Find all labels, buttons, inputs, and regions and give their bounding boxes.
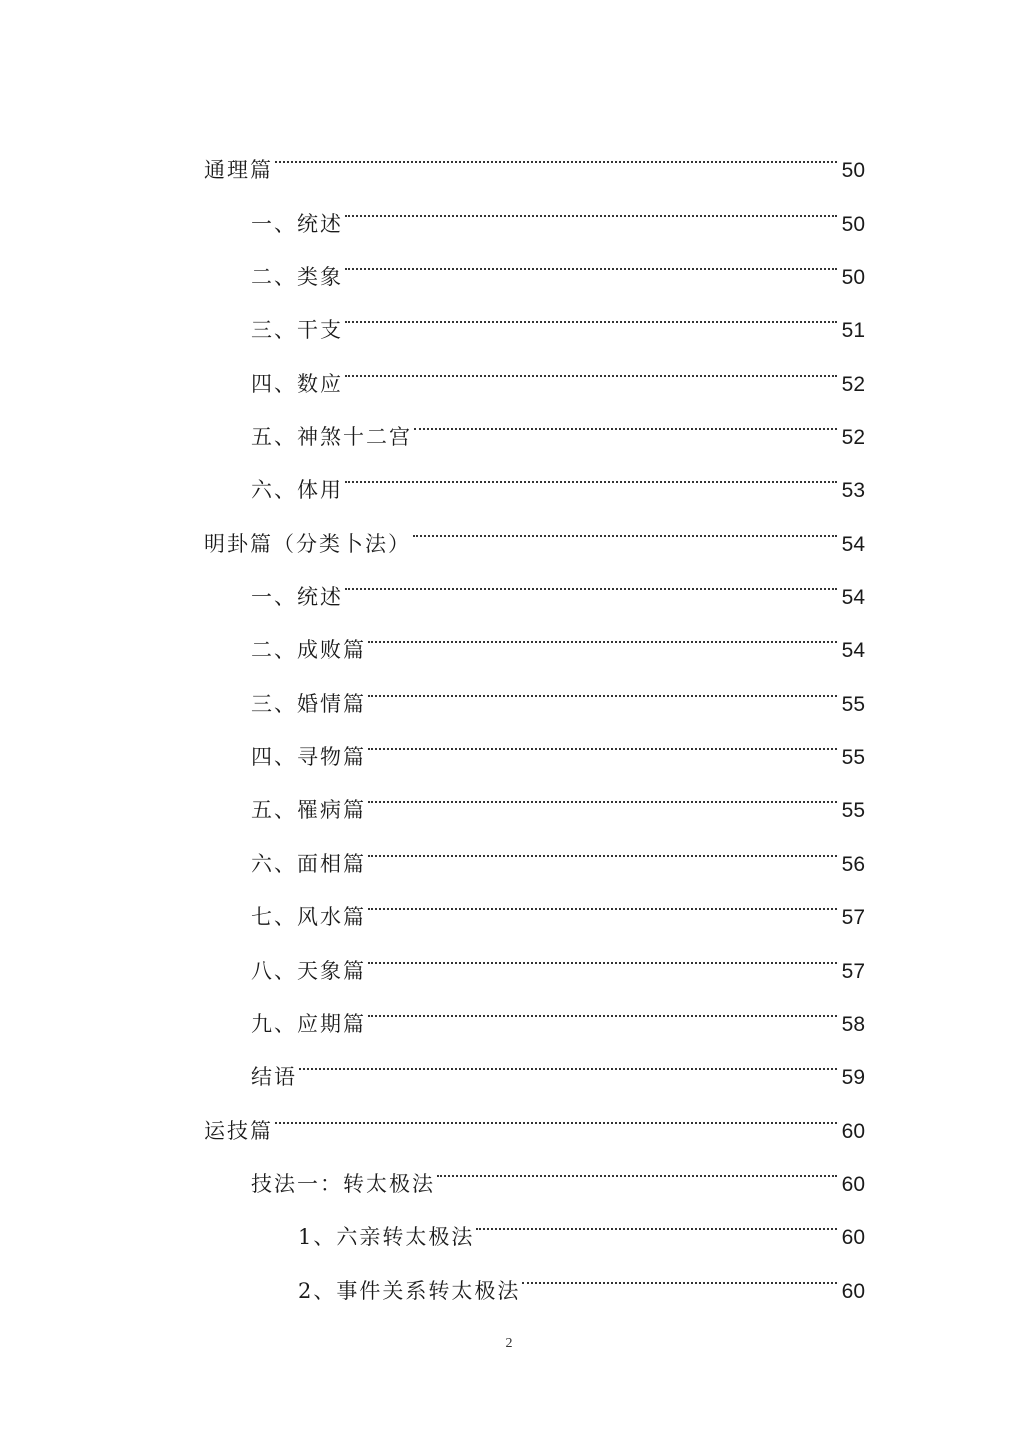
toc-entry-title: 五、神煞十二宫 xyxy=(251,425,412,450)
toc-dot-leader xyxy=(368,604,837,657)
toc-entry-page: 54 xyxy=(841,532,865,556)
toc-dot-leader xyxy=(368,657,837,710)
toc-entry-page: 54 xyxy=(841,586,865,610)
toc-dot-leader xyxy=(345,231,837,284)
toc-entry-page: 51 xyxy=(841,319,865,343)
toc-entry-title: 2、事件关系转太极法 xyxy=(298,1278,521,1303)
toc-dot-leader xyxy=(368,978,837,1031)
toc-dot-leader xyxy=(476,1191,837,1244)
toc-entry-page: 50 xyxy=(841,212,865,236)
toc-entry-page: 57 xyxy=(841,906,865,930)
toc-entry-page: 60 xyxy=(841,1119,865,1143)
toc-entry-page: 50 xyxy=(841,266,865,290)
page-number: 2 xyxy=(505,1336,513,1351)
toc-dot-leader xyxy=(522,1244,837,1297)
table-of-contents xyxy=(204,124,865,1303)
toc-dot-leader xyxy=(368,764,837,817)
toc-dot-leader xyxy=(345,551,837,604)
toc-entry-title: 六、体用 xyxy=(251,478,343,503)
toc-entry-page: 60 xyxy=(841,1226,865,1250)
toc-dot-leader xyxy=(437,1138,837,1191)
toc-dot-leader xyxy=(275,124,837,177)
toc-entry-page: 55 xyxy=(841,692,865,716)
toc-entry-page: 59 xyxy=(841,1066,865,1090)
toc-entry-page: 60 xyxy=(841,1172,865,1196)
toc-entry-page: 55 xyxy=(841,746,865,770)
toc-entry[interactable] xyxy=(204,1084,865,1143)
toc-entry-page: 55 xyxy=(841,799,865,823)
toc-dot-leader xyxy=(414,391,837,444)
toc-entry-title: 八、天象篇 xyxy=(251,958,366,983)
toc-entry-title: 1、六亲转太极法 xyxy=(298,1225,475,1250)
toc-entry-page: 54 xyxy=(841,639,865,663)
toc-entry-title: 四、寻物篇 xyxy=(251,745,366,770)
toc-dot-leader xyxy=(413,497,837,550)
toc-dot-leader xyxy=(368,924,837,977)
toc-entry-title: 六、面相篇 xyxy=(251,851,366,876)
toc-dot-leader xyxy=(345,337,837,390)
toc-entry-title: 二、成败篇 xyxy=(251,638,366,663)
toc-entry[interactable] xyxy=(204,1138,865,1196)
toc-dot-leader xyxy=(345,444,837,497)
toc-entry[interactable] xyxy=(204,177,865,236)
toc-dot-leader xyxy=(345,284,837,337)
toc-entry-title: 三、婚情篇 xyxy=(251,691,366,716)
toc-entry-title: 运技篇 xyxy=(204,1118,273,1143)
toc-entry-title: 一、统述 xyxy=(251,211,343,236)
toc-entry-page: 52 xyxy=(841,372,865,396)
toc-entry-title: 通理篇 xyxy=(204,158,273,183)
toc-entry-page: 56 xyxy=(841,852,865,876)
toc-entry-title: 五、罹病篇 xyxy=(251,798,366,823)
toc-entry-page: 52 xyxy=(841,426,865,450)
toc-entry-title: 三、干支 xyxy=(251,318,343,343)
toc-entry[interactable] xyxy=(204,1031,865,1090)
toc-entry-title: 一、统述 xyxy=(251,585,343,610)
toc-entry-title: 九、应期篇 xyxy=(251,1011,366,1036)
toc-entry[interactable] xyxy=(204,124,865,183)
toc-dot-leader xyxy=(368,711,837,764)
toc-dot-leader xyxy=(368,871,837,924)
toc-entry-page: 58 xyxy=(841,1012,865,1036)
toc-entry-title: 明卦篇（分类卜法） xyxy=(204,531,411,556)
toc-dot-leader xyxy=(299,1031,837,1084)
toc-dot-leader xyxy=(345,177,837,230)
toc-dot-leader xyxy=(368,817,837,870)
toc-entry-title: 技法一：转太极法 xyxy=(251,1171,435,1196)
toc-entry-title: 二、类象 xyxy=(251,265,343,290)
toc-dot-leader xyxy=(275,1084,837,1137)
toc-entry-page: 60 xyxy=(841,1279,865,1303)
toc-entry-title: 四、数应 xyxy=(251,371,343,396)
toc-entry-page: 53 xyxy=(841,479,865,503)
toc-entry-title: 结语 xyxy=(251,1065,297,1090)
toc-entry-title: 七、风水篇 xyxy=(251,905,366,930)
toc-entry-page: 50 xyxy=(841,159,865,183)
toc-entry-page: 57 xyxy=(841,959,865,983)
